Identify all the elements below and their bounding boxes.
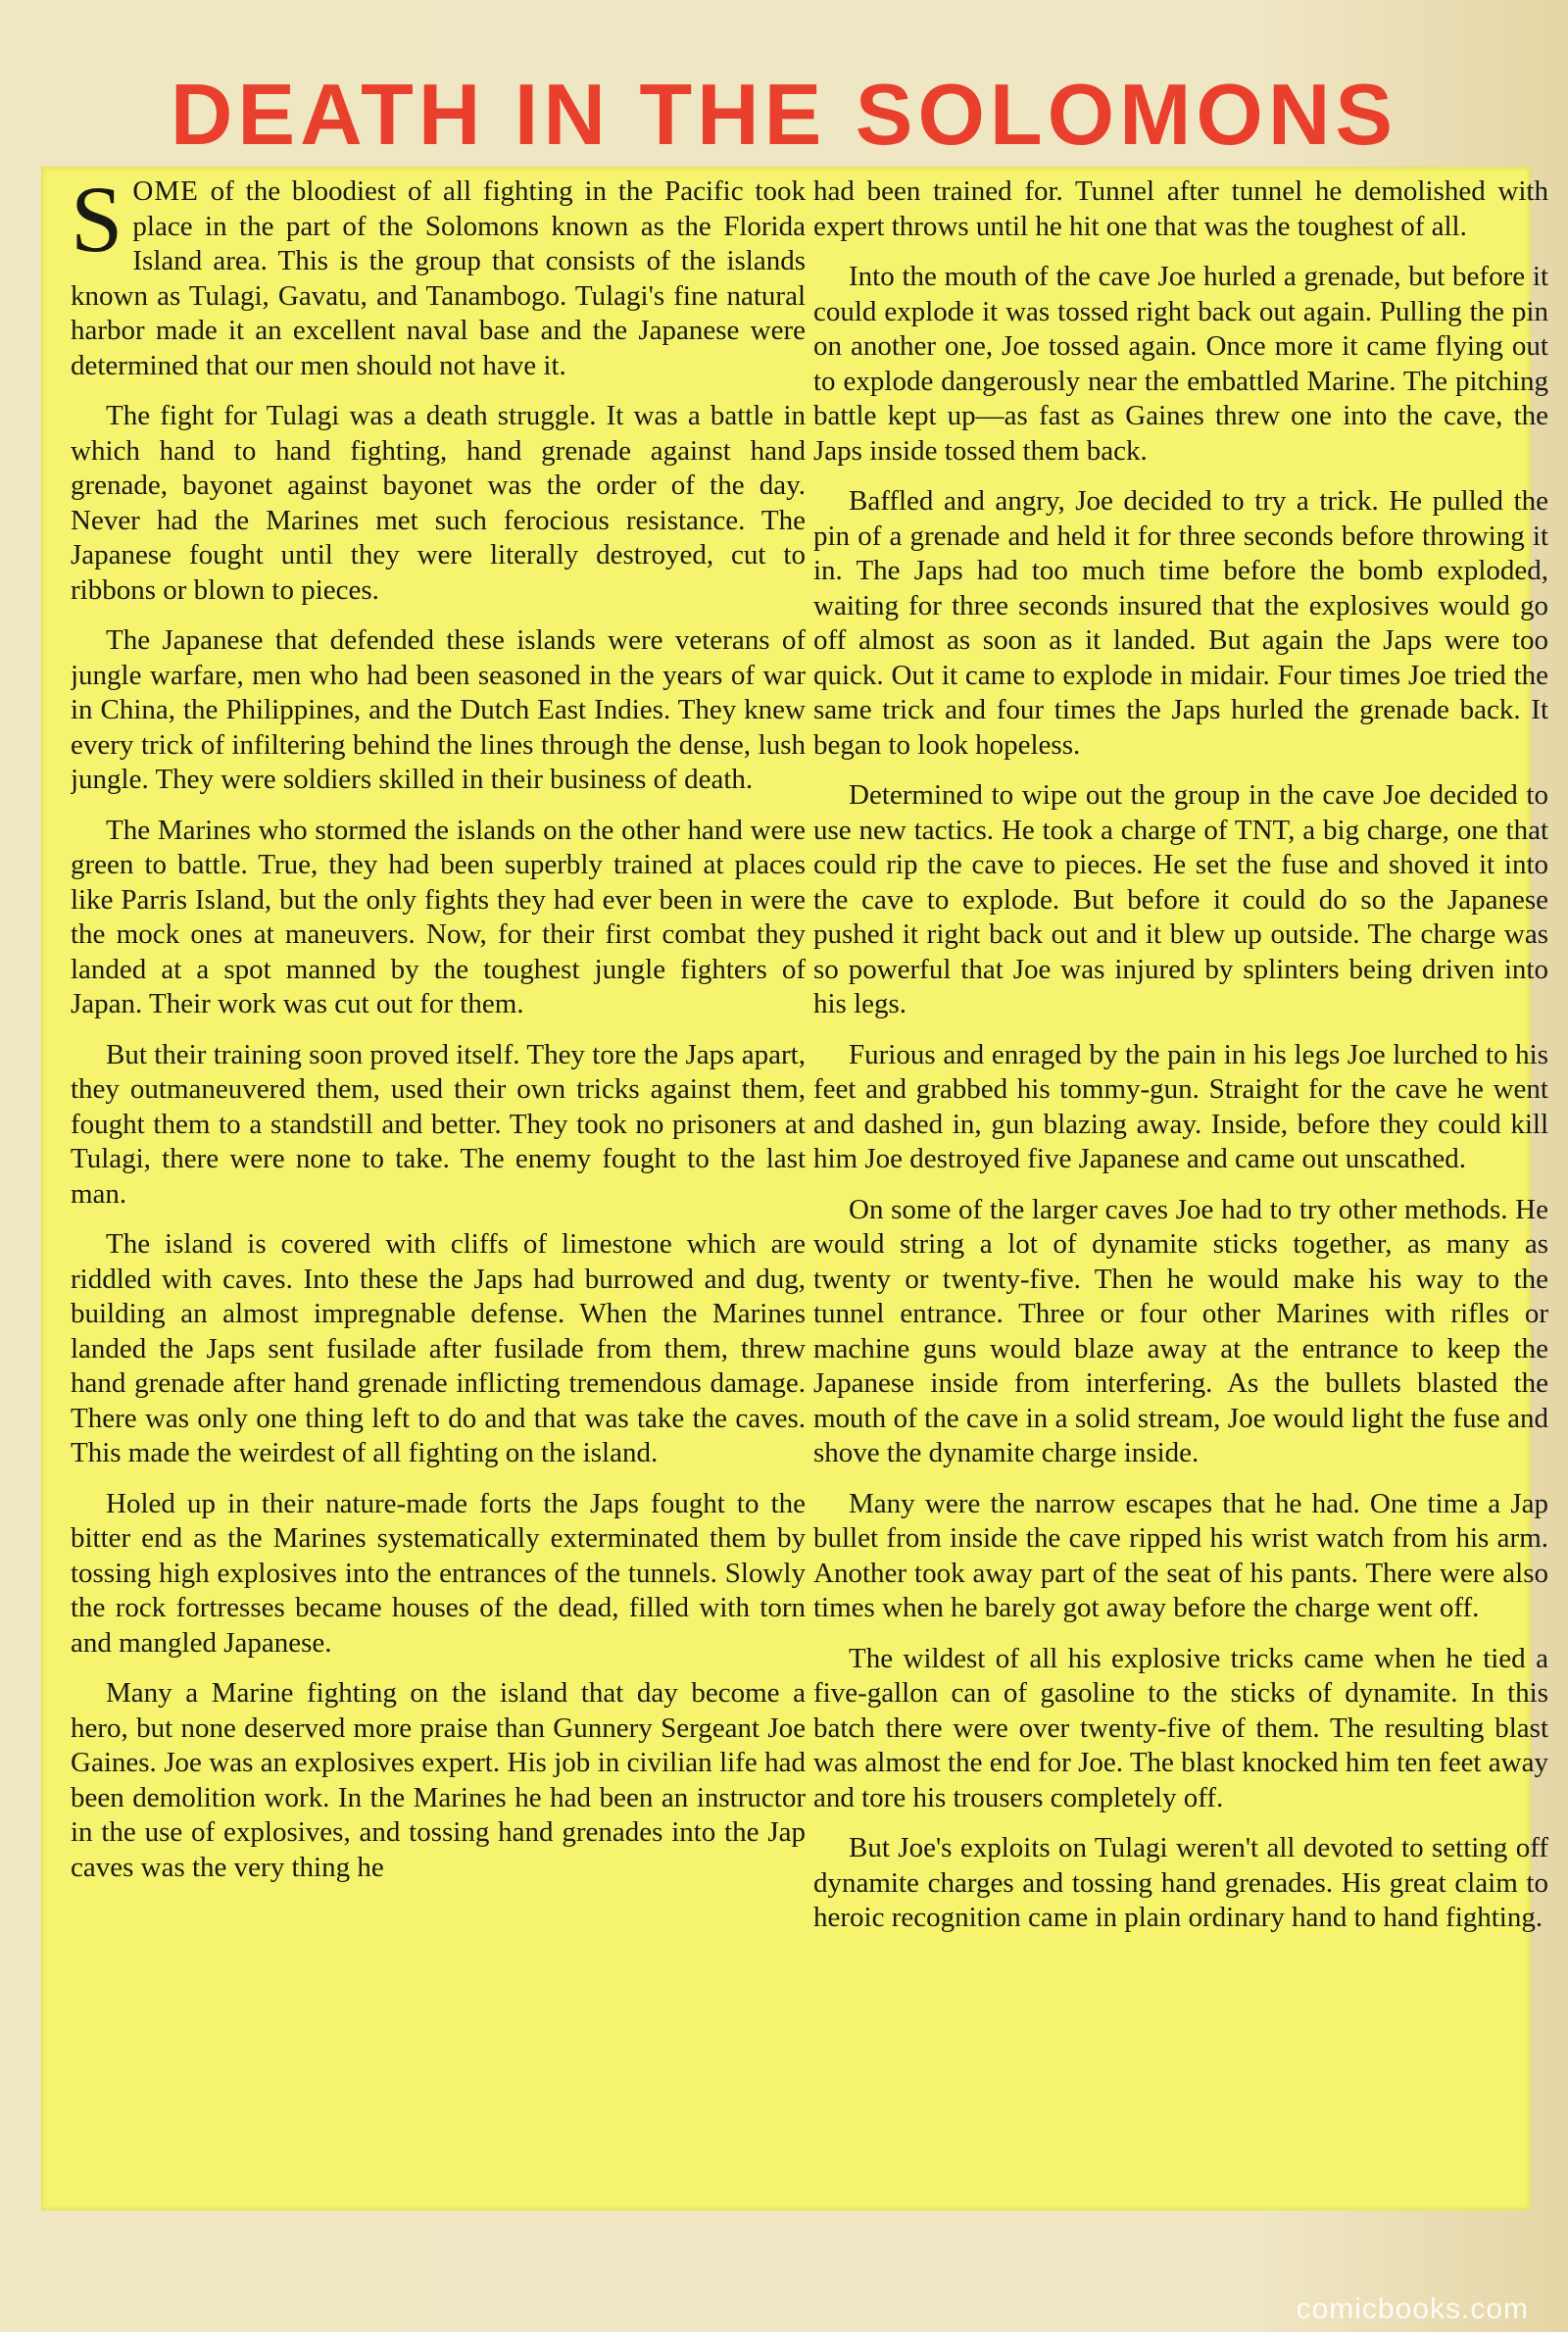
paragraph: The fight for Tulagi was a death struggle. It was a battle in which hand to hand fighting, hand grenade against hand grenade, bayonet against bayonet was the order of the day. Never had the Marines met such ferocious resistance. The Japanese fought until they were literally destroyed, cut to ribbons or blown to pieces. xyxy=(71,400,806,606)
right-column xyxy=(813,174,1548,2204)
paragraph-text: of the bloodiest of all fighting in the Pacific took place in the part of the Solomons known as the Florida Island area. This is the group that consists of the islands known as Tulagi, Gavatu, and Tanambogo. Tulagi's fine natural harbor made it an excellent naval base and the Japanese were determined that our men should not have it. xyxy=(71,175,806,381)
lead-in: OME xyxy=(132,175,199,207)
page-title: DEATH IN THE SOLOMONS xyxy=(170,66,1398,163)
left-column xyxy=(71,174,806,2204)
paragraph: The Japanese that defended these islands were veterans of jungle warfare, men who had been seasoned in the years of war in China, the Philippines, and the Dutch East Indies. They knew every trick of infiltering behind the lines through the dense, lush jungle. They were soldiers skilled in their business of death. xyxy=(71,624,806,795)
paragraph: On some of the larger caves Joe had to try other methods. He would string a lot of dynamite sticks together, as many as twenty or twenty-five. Then he would make his way to the tunnel entrance. Three or four other Marines with rifles or machine guns would blaze away at the entrance to keep the Japanese inside from interfering. As the bullets blasted the mouth of the cave in a solid stream, Joe would light the fuse and shove the dynamite charge inside. xyxy=(813,1193,1548,1468)
paragraph xyxy=(71,174,806,383)
paragraph: Many were the narrow escapes that he had. One time a Jap bullet from inside the cave ripped his wrist watch from his arm. Another took away part of the seat of his pants. There were also times when he barely got away before the charge went off. xyxy=(813,1487,1548,1623)
paragraph: Furious and enraged by the pain in his legs Joe lurched to his feet and grabbed his tommy-gun. Straight for the cave he went and dashed in, gun blazing away. Inside, before they could kill him Joe destroyed five Japanese and came out unscathed. xyxy=(813,1038,1548,1174)
paragraph-continued: had been trained for. Tunnel after tunnel he demolished with expert throws until he hit one that was the toughest of all. xyxy=(813,175,1548,242)
paragraph: The Marines who stormed the islands on the other hand were green to battle. True, they had been superbly trained at places like Parris Island, but the only fights they had ever been in were the mock ones at maneuvers. Now, for their first combat they landed at a spot manned by the toughest jungle fighters of Japan. Their work was cut out for them. xyxy=(71,814,806,1019)
paragraph: But Joe's exploits on Tulagi weren't all devoted to setting off dynamite charges and tossing hand grenades. His great claim to heroic recognition came in plain ordinary hand to hand fighting. xyxy=(813,1832,1548,1933)
paragraph: The island is covered with cliffs of limestone which are riddled with caves. Into these the Japs had burrowed and dug, building an almost impregnable defense. When the Marines landed the Japs sent fusilade after fusilade from them, threw hand grenade after hand grenade inflicting tremendous damage. There was only one thing left to do and that was take the caves. This made the weirdest of all fighting on the island. xyxy=(71,1228,806,1468)
paragraph: The wildest of all his explosive tricks came when he tied a five-gallon can of gasoline to the sticks of dynamite. In this batch there were over twenty-five of them. The resulting blast was almost the end for Joe. The blast knocked him ten feet away and tore his trousers completely off. xyxy=(813,1642,1548,1813)
drop-cap: S xyxy=(71,174,123,272)
paragraph: Into the mouth of the cave Joe hurled a grenade, but before it could explode it was tossed right back out again. Pulling the pin on another one, Joe tossed again. Once more it came flying out to explode dangerously near the embattled Marine. The pitching battle kept up—as fast as Gaines threw one into the cave, the Japs inside tossed them back. xyxy=(813,261,1548,467)
paragraph: Baffled and angry, Joe decided to try a trick. He pulled the pin of a grenade and held it for three seconds before throwing it in. The Japs had too much time before the bomb exploded, waiting for three seconds insured that the explosives would go off almost as soon as it landed. But again the Japs were too quick. Out it came to explode in midair. Four times Joe tried the same trick and four times the Japs hurled the grenade back. It began to look hopeless. xyxy=(813,485,1548,761)
paragraph: But their training soon proved itself. They tore the Japs apart, they outmaneuvered them, used their own tricks against them, fought them to a standstill and better. They took no prisoners at Tulagi, there were none to take. The enemy fought to the last man. xyxy=(71,1038,806,1210)
paragraph: Many a Marine fighting on the island that day become a hero, but none deserved more praise than Gunnery Sergeant Joe Gaines. Joe was an explosives expert. His job in civilian life had been demolition work. In the Marines he had been an instructor in the use of explosives, and tossing hand grenades into the Jap caves was the very thing he xyxy=(71,1677,806,1883)
paragraph: Determined to wipe out the group in the cave Joe decided to use new tactics. He took a charge of TNT, a big charge, one that could rip the cave to pieces. He set the fuse and shoved it into the cave to explode. But before it could do so the Japanese pushed it right back out and it blew up outside. The charge was so powerful that Joe was injured by splinters being driven into his legs. xyxy=(813,779,1548,1019)
paragraph: Holed up in their nature-made forts the Japs fought to the bitter end as the Marines systematically exterminated them by tossing high explosives into the entrances of the tunnels. Slowly the rock fortresses became houses of the dead, filled with torn and mangled Japanese. xyxy=(71,1487,806,1659)
site-watermark: comicbooks.com xyxy=(1296,2293,1529,2325)
